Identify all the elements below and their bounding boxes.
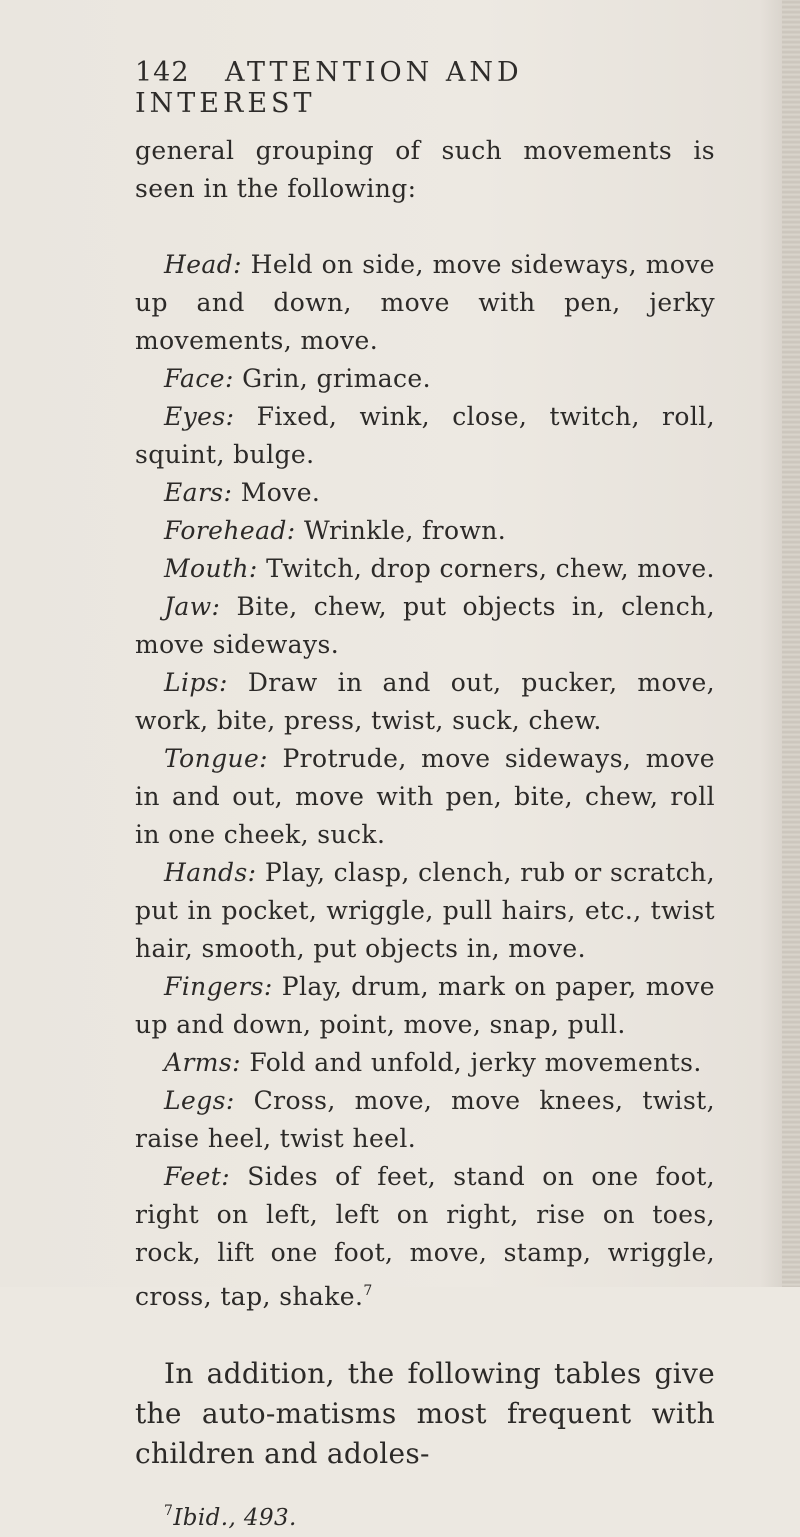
entry-text: Grin, grimace.	[242, 364, 431, 393]
entry-text: Wrinkle, frown.	[303, 516, 507, 545]
entry-term: Lips:	[164, 668, 228, 697]
spacer	[135, 208, 715, 246]
entry-face	[135, 360, 715, 398]
entry-term: Fingers:	[164, 972, 273, 1001]
entry-text: Protrude, move sideways, move in and out, move with pen, bite, chew, roll in one cheek, suck.	[135, 744, 715, 849]
closing-paragraph: In addition, the following tables give the auto-matisms most frequent with children and adoles-	[135, 1357, 715, 1470]
entry-lips	[135, 664, 715, 740]
entry-term: Forehead:	[164, 516, 296, 545]
entry-eyes	[135, 398, 715, 474]
entry-head	[135, 246, 715, 360]
entry-term: Face:	[164, 364, 234, 393]
entry-text: Fold and unfold, jerky movements.	[249, 1048, 702, 1077]
entry-hands	[135, 854, 715, 968]
entry-jaw	[135, 588, 715, 664]
entry-term: Feet:	[164, 1162, 231, 1191]
entry-term: Eyes:	[164, 402, 235, 431]
intro-paragraph: general grouping of such movements is seen in the following:	[135, 136, 715, 203]
page-number: 142	[135, 57, 190, 88]
footnote-marker: 7	[164, 1503, 174, 1519]
footnote-text: Ibid., 493.	[173, 1505, 297, 1531]
entry-term: Legs:	[164, 1086, 235, 1115]
entry-term: Head:	[164, 250, 242, 279]
entry-text: Play, clasp, clench, rub or scratch, put in pocket, wriggle, pull hairs, etc., twist hair, smooth, put objects in, move.	[135, 858, 715, 963]
entry-mouth	[135, 550, 715, 588]
footnote	[135, 1492, 715, 1537]
entry-term: Tongue:	[164, 744, 269, 773]
entry-feet	[135, 1158, 715, 1316]
entry-forehead	[135, 512, 715, 550]
entry-text: Play, drum, mark on paper, move up and down, point, move, snap, pull.	[135, 972, 715, 1039]
entry-text: Bite, chew, put objects in, clench, move sideways.	[135, 592, 715, 659]
entry-text: Cross, move, move knees, twist, raise heel, twist heel.	[135, 1086, 715, 1153]
entry-term: Jaw:	[164, 592, 221, 621]
entry-text: Fixed, wink, close, twitch, roll, squint, bulge.	[135, 402, 715, 469]
entry-term: Ears:	[164, 478, 233, 507]
entry-term: Arms:	[164, 1048, 241, 1077]
running-header	[135, 57, 695, 119]
footnote-reference: 7	[363, 1283, 373, 1299]
page-body	[135, 132, 715, 1537]
entry-text: Draw in and out, pucker, move, work, bite, press, twist, suck, chew.	[135, 668, 715, 735]
entry-arms	[135, 1044, 715, 1082]
entry-text: Twitch, drop corners, chew, move.	[266, 554, 715, 583]
entry-text: Held on side, move sideways, move up and down, move with pen, jerky movements, move.	[135, 250, 715, 355]
entry-ears	[135, 474, 715, 512]
entry-term: Hands:	[164, 858, 257, 887]
entry-term: Mouth:	[164, 554, 258, 583]
page-edge	[782, 0, 800, 1287]
entry-text: Sides of feet, stand on one foot, right on left, left on right, rise on toes, rock, lift one foot, move, stamp, wriggle, cross, tap, shake.	[135, 1162, 715, 1311]
entry-legs	[135, 1082, 715, 1158]
entry-fingers	[135, 968, 715, 1044]
entry-tongue	[135, 740, 715, 854]
entry-text: Move.	[240, 478, 321, 507]
running-title: ATTENTION AND INTEREST	[135, 57, 523, 119]
